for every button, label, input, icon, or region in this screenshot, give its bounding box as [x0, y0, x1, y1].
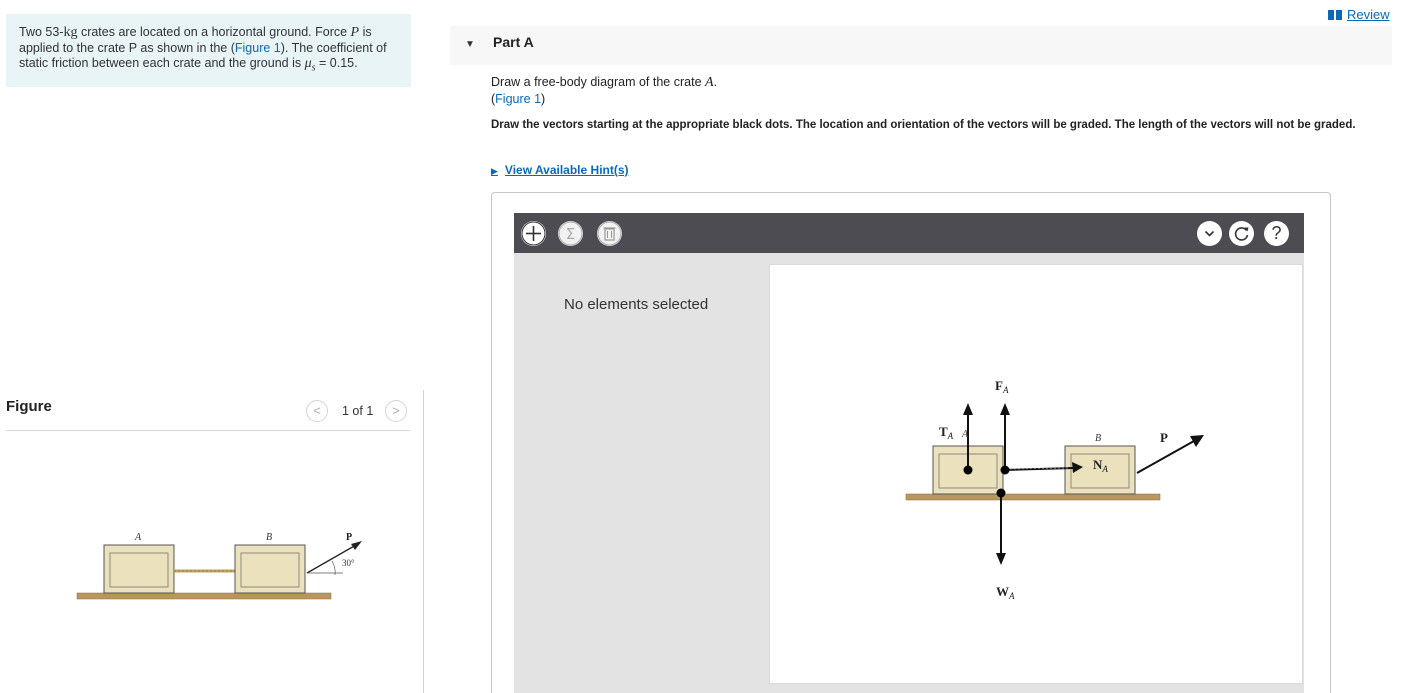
figure-open-paren: ( — [491, 92, 496, 106]
figure-label-b: B — [266, 532, 273, 543]
sigma-glyph: Σ — [565, 225, 576, 243]
label-n-a: $N_A$ — [1093, 457, 1108, 474]
problem-text-1: Two 53- — [19, 25, 64, 39]
label-b: B — [1095, 433, 1102, 444]
vector-p[interactable] — [1137, 435, 1204, 473]
figure-ground — [77, 593, 331, 599]
anchor-dot-t-a[interactable] — [964, 466, 973, 475]
label-t-a: $T_A$ — [939, 424, 954, 441]
chevron-down-icon — [1197, 221, 1222, 246]
figure-prev-button[interactable] — [306, 400, 328, 422]
pane-divider[interactable] — [423, 390, 424, 693]
part-figure-link[interactable]: Figure 1 — [495, 92, 542, 106]
trash-icon — [597, 221, 622, 246]
caret-right-icon: ▶ — [491, 166, 498, 176]
mu-subscript: s — [311, 62, 316, 74]
fbd-diagram[interactable] — [770, 265, 1304, 685]
options-dropdown-button[interactable] — [1197, 221, 1222, 246]
part-a-header[interactable] — [450, 26, 1392, 65]
figure-crate-a — [104, 545, 174, 593]
anchor-dot-w-a[interactable] — [997, 489, 1006, 498]
force-p-symbol: P — [350, 25, 360, 40]
anchor-dot-f-a[interactable] — [1001, 466, 1010, 475]
label-w-a: $W_A$ — [996, 584, 1015, 601]
hints-label: View Available Hint(s) — [504, 163, 629, 177]
book-icon — [1328, 10, 1342, 20]
plus-icon — [521, 221, 546, 246]
tool-bottom-strip — [514, 686, 1304, 693]
help-button[interactable] — [1264, 221, 1289, 246]
vector-instruction: Draw the vectors starting at the appropriate black dots. The location and orientation of the vectors will be graded. The length of the vectors will not be graded. — [491, 119, 1356, 131]
drawing-canvas[interactable] — [769, 264, 1303, 684]
label-p: P — [1160, 430, 1168, 445]
figure-title: Figure — [6, 398, 52, 415]
properties-panel — [514, 253, 764, 693]
reset-icon — [1229, 221, 1254, 246]
unit-kg: kg — [63, 25, 78, 40]
problem-text-4: ). The coefficient of static friction between each crate and the ground is — [19, 40, 387, 70]
problem-statement — [6, 14, 411, 87]
instruction-var: A — [705, 75, 714, 90]
figure-label-p: P — [346, 532, 353, 543]
part-title: Part A — [493, 34, 534, 50]
figure-next-button[interactable] — [385, 400, 407, 422]
vector-w-a[interactable] — [996, 493, 1006, 565]
figure-diagram — [70, 525, 370, 605]
sigma-icon — [558, 221, 583, 246]
figure-link[interactable]: Figure 1 — [234, 40, 281, 55]
chevron-left-icon: < — [313, 403, 321, 418]
problem-text-3: is applied to the crate P as shown in the ( — [19, 25, 372, 55]
delete-button[interactable] — [597, 221, 622, 246]
label-f-a: $F_A$ — [995, 378, 1009, 395]
figure-label-angle: 30° — [342, 558, 355, 568]
figure-header — [6, 396, 410, 431]
problem-text-2: crates are located on a horizontal ground. Force — [77, 25, 351, 39]
instruction-prefix: Draw a free-body diagram of the crate — [491, 75, 705, 89]
part-instruction — [491, 74, 717, 107]
view-hints-link[interactable] — [491, 163, 629, 177]
review-label: Review — [1347, 7, 1390, 22]
reset-button[interactable] — [1229, 221, 1254, 246]
instruction-suffix: . — [713, 75, 718, 89]
mu-symbol: μ — [304, 56, 312, 71]
sum-button[interactable] — [558, 221, 583, 246]
drawing-toolbar — [514, 213, 1304, 253]
caret-down-icon: ▼ — [465, 39, 475, 50]
label-a-partial: A — [962, 429, 969, 440]
figure-crate-b — [235, 545, 305, 593]
figure-counter: 1 of 1 — [342, 404, 374, 418]
no-selection-text: No elements selected — [564, 296, 709, 313]
chevron-right-icon: > — [392, 403, 400, 418]
canvas-ground — [906, 494, 1160, 500]
question-icon: ? — [1271, 223, 1282, 243]
figure-close-paren: ) — [541, 92, 546, 106]
figure-label-a: A — [135, 532, 142, 543]
review-link[interactable] — [1328, 7, 1390, 22]
problem-text-5: = 0.15. — [315, 56, 358, 70]
add-vector-button[interactable] — [521, 221, 546, 246]
